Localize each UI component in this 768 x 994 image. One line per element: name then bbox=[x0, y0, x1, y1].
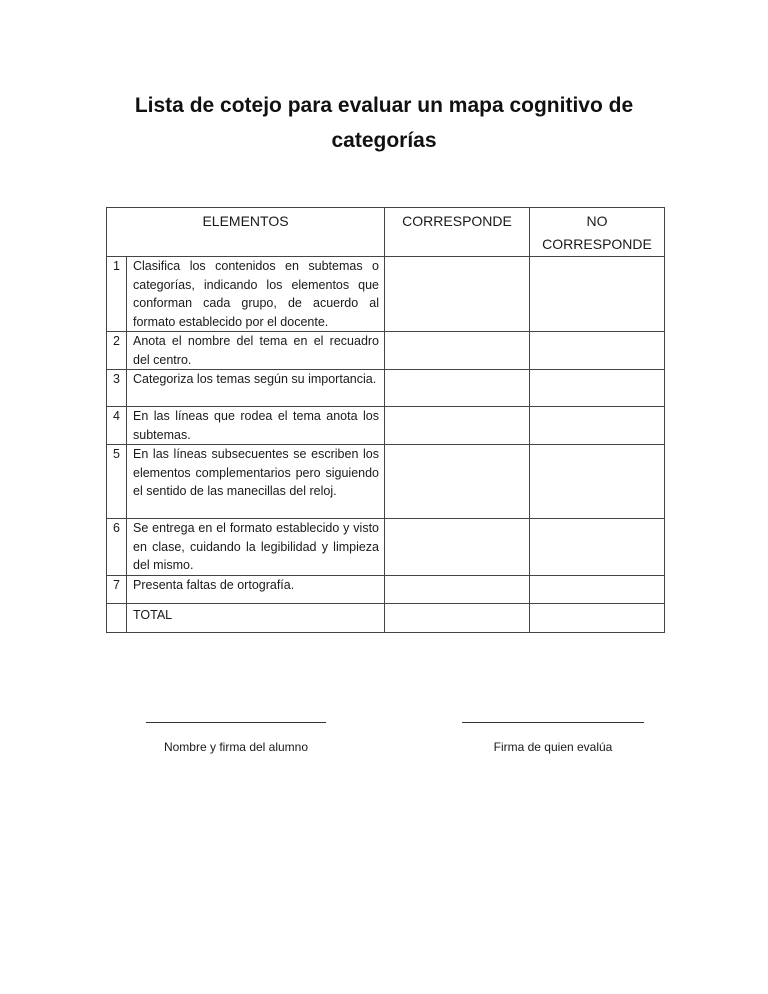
student-signature-block bbox=[146, 712, 326, 754]
row-number: 4 bbox=[107, 407, 127, 445]
no-corresponde-cell[interactable] bbox=[530, 575, 665, 603]
total-corresponde-cell[interactable] bbox=[385, 603, 530, 632]
no-corresponde-cell[interactable] bbox=[530, 257, 665, 332]
student-signature-line[interactable] bbox=[146, 712, 326, 723]
corresponde-cell[interactable] bbox=[385, 257, 530, 332]
evaluator-signature-label: Firma de quien evalúa bbox=[493, 740, 613, 754]
header-no-corresponde: NO CORRESPONDE bbox=[530, 208, 665, 257]
table-row bbox=[107, 370, 665, 407]
row-number: 6 bbox=[107, 519, 127, 576]
row-number: 2 bbox=[107, 332, 127, 370]
row-element: Presenta faltas de ortografía. bbox=[127, 575, 385, 603]
header-elementos: ELEMENTOS bbox=[107, 208, 385, 257]
checklist-table bbox=[106, 207, 665, 633]
no-corresponde-cell[interactable] bbox=[530, 370, 665, 407]
corresponde-cell[interactable] bbox=[385, 332, 530, 370]
row-number: 5 bbox=[107, 445, 127, 519]
total-label: TOTAL bbox=[127, 603, 385, 632]
evaluator-signature-line[interactable] bbox=[462, 712, 644, 723]
table-row bbox=[107, 407, 665, 445]
no-corresponde-cell[interactable] bbox=[530, 445, 665, 519]
row-number: 3 bbox=[107, 370, 127, 407]
row-element: Se entrega en el formato establecido y visto en clase, cuidando la legibilidad y limpieza del mismo. bbox=[127, 519, 385, 576]
total-number-cell bbox=[107, 603, 127, 632]
row-element: Clasifica los contenidos en subtemas o categorías, indicando los elementos que conforman cada grupo, de acuerdo al formato establecido por el docente. bbox=[127, 257, 385, 332]
evaluator-signature-block bbox=[462, 712, 644, 754]
row-element: En las líneas subsecuentes se escriben los elementos complementarios pero siguiendo el sentido de las manecillas del reloj. bbox=[127, 445, 385, 519]
table-row bbox=[107, 332, 665, 370]
document-title: Lista de cotejo para evaluar un mapa cognitivo de categorías bbox=[134, 94, 634, 152]
total-row bbox=[107, 603, 665, 632]
table-row bbox=[107, 519, 665, 576]
row-element: Categoriza los temas según su importancia. bbox=[127, 370, 385, 407]
corresponde-cell[interactable] bbox=[385, 407, 530, 445]
corresponde-cell[interactable] bbox=[385, 575, 530, 603]
corresponde-cell[interactable] bbox=[385, 445, 530, 519]
no-corresponde-cell[interactable] bbox=[530, 519, 665, 576]
row-number: 7 bbox=[107, 575, 127, 603]
corresponde-cell[interactable] bbox=[385, 370, 530, 407]
no-corresponde-cell[interactable] bbox=[530, 332, 665, 370]
table-row bbox=[107, 257, 665, 332]
row-number: 1 bbox=[107, 257, 127, 332]
student-signature-label: Nombre y firma del alumno bbox=[163, 740, 309, 754]
row-element: Anota el nombre del tema en el recuadro del centro. bbox=[127, 332, 385, 370]
header-row bbox=[107, 208, 665, 257]
no-corresponde-cell[interactable] bbox=[530, 407, 665, 445]
total-no-corresponde-cell[interactable] bbox=[530, 603, 665, 632]
table-row bbox=[107, 575, 665, 603]
row-element: En las líneas que rodea el tema anota los subtemas. bbox=[127, 407, 385, 445]
header-corresponde: CORRESPONDE bbox=[385, 208, 530, 257]
table-row bbox=[107, 445, 665, 519]
corresponde-cell[interactable] bbox=[385, 519, 530, 576]
